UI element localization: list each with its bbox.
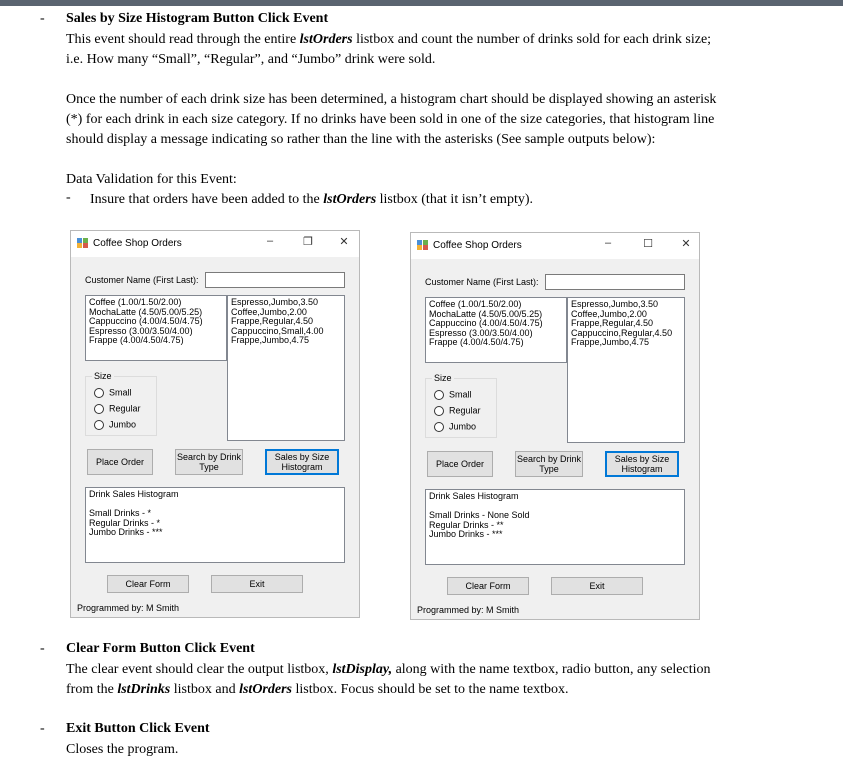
drinks-listbox[interactable]: [85, 295, 227, 361]
list-item[interactable]: Espresso,Jumbo,3.50: [231, 297, 319, 307]
window-title: Coffee Shop Orders: [93, 238, 182, 249]
close-button[interactable]: ✕: [339, 236, 349, 248]
list-item[interactable]: Cappuccino,Regular,4.50: [571, 327, 673, 338]
customer-name-label: Customer Name (First Last):: [85, 275, 199, 285]
search-by-type-button[interactable]: Search by Drink Type: [515, 451, 583, 477]
bullet-validation: -: [66, 190, 71, 205]
list-item: Small Drinks - None Sold: [429, 510, 530, 520]
place-order-button[interactable]: Place Order: [87, 449, 153, 475]
drinks-listbox[interactable]: [425, 297, 567, 363]
display-listbox[interactable]: [85, 487, 345, 563]
place-order-button[interactable]: Place Order: [427, 451, 493, 477]
customer-name-input[interactable]: [545, 274, 685, 290]
clear-form-button[interactable]: Clear Form: [447, 577, 529, 595]
window-title: Coffee Shop Orders: [433, 240, 522, 251]
list-item[interactable]: Espresso,Jumbo,3.50: [571, 299, 659, 309]
display-listbox[interactable]: [425, 489, 685, 565]
size-label: Size: [434, 373, 452, 383]
title-bar: [411, 233, 699, 259]
clear-paragraph: The clear event should clear the output listbox, lstDisplay, along with the name textbox, radio button, any selection from the lstDrinks listbox and lstOrders listbox. Focus should be set to the name textbox.: [66, 662, 711, 697]
radio-small[interactable]: Small: [434, 389, 472, 400]
list-item[interactable]: Frappe,Jumbo,4.75: [231, 335, 310, 345]
coffee-shop-form-1: [70, 230, 360, 618]
clear-form-button[interactable]: Clear Form: [107, 575, 189, 593]
list-item[interactable]: Frappe (4.00/4.50/4.75): [429, 337, 524, 347]
close-button[interactable]: ✕: [681, 238, 691, 250]
minimize-button[interactable]: –: [266, 235, 274, 247]
list-item[interactable]: Frappe,Jumbo,4.75: [571, 337, 650, 347]
list-item: Jumbo Drinks - ***: [89, 527, 163, 537]
list-item: Small Drinks - *: [89, 508, 152, 518]
bullet-clear: -: [40, 641, 45, 656]
exit-button[interactable]: Exit: [551, 577, 643, 595]
sales-heading: Sales by Size Histogram Button Click Event: [66, 11, 329, 26]
orders-listbox[interactable]: [567, 297, 685, 443]
size-groupbox: [85, 371, 157, 436]
list-item[interactable]: Espresso (3.00/3.50/4.00): [89, 325, 193, 336]
customer-name-input[interactable]: [205, 272, 345, 288]
sales-paragraph-2: Once the number of each drink size has been determined, a histogram chart should be displayed showing an asterisk (*) for each drink in each size category. If no drinks have been sold in one of the size categories, that histogram line should display a message indicating so rather than the line with the asterisks (See sample outputs below):: [66, 92, 717, 147]
exit-heading: Exit Button Click Event: [66, 721, 210, 736]
minimize-button[interactable]: –: [604, 237, 612, 249]
list-item[interactable]: Coffee (1.00/1.50/2.00): [429, 299, 522, 309]
list-item[interactable]: Frappe,Regular,4.50: [231, 316, 314, 326]
list-item: Regular Drinks - **: [429, 519, 504, 530]
programmed-by-label: Programmed by: M Smith: [77, 603, 180, 613]
exit-button[interactable]: Exit: [211, 575, 303, 593]
list-item[interactable]: Frappe (4.00/4.50/4.75): [89, 335, 184, 345]
app-icon: [417, 240, 428, 250]
coffee-shop-form-2: [410, 232, 700, 620]
radio-regular[interactable]: Regular: [94, 403, 141, 414]
list-item[interactable]: Cappuccino,Small,4.00: [231, 325, 324, 336]
app-icon: [77, 238, 88, 248]
maximize-button[interactable]: ☐: [643, 238, 653, 250]
size-groupbox: [425, 373, 497, 438]
radio-jumbo[interactable]: Jumbo: [434, 421, 476, 432]
top-bar: [0, 0, 843, 6]
validation-item: Insure that orders have been added to the lstOrders listbox (that it isn’t empty).: [90, 192, 533, 207]
list-item[interactable]: Cappuccino (4.00/4.50/4.75): [429, 318, 543, 328]
list-item[interactable]: Coffee,Jumbo,2.00: [571, 308, 647, 319]
customer-name-label: Customer Name (First Last):: [425, 277, 539, 287]
list-item[interactable]: Coffee,Jumbo,2.00: [231, 306, 307, 317]
list-item[interactable]: Coffee (1.00/1.50/2.00): [89, 297, 182, 307]
bullet-exit: -: [40, 721, 45, 736]
list-item: Drink Sales Histogram: [429, 491, 519, 501]
programmed-by-label: Programmed by: M Smith: [417, 605, 520, 615]
exit-line: Closes the program.: [66, 742, 179, 757]
list-item[interactable]: Espresso (3.00/3.50/4.00): [429, 327, 533, 338]
validation-title: Data Validation for this Event:: [66, 172, 237, 187]
size-label: Size: [94, 371, 112, 381]
sales-histogram-button[interactable]: Sales by Size Histogram: [265, 449, 339, 475]
list-item: Jumbo Drinks - ***: [429, 529, 503, 539]
clear-heading: Clear Form Button Click Event: [66, 641, 255, 656]
list-item: Regular Drinks - *: [89, 517, 161, 528]
sales-histogram-button[interactable]: Sales by Size Histogram: [605, 451, 679, 477]
bullet-sales: -: [40, 11, 45, 26]
title-bar: [71, 231, 359, 257]
search-by-type-button[interactable]: Search by Drink Type: [175, 449, 243, 475]
list-item[interactable]: Frappe,Regular,4.50: [571, 318, 654, 328]
radio-regular[interactable]: Regular: [434, 405, 481, 416]
maximize-button[interactable]: ❐: [303, 236, 313, 248]
list-item[interactable]: MochaLatte (4.50/5.00/5.25): [429, 308, 543, 319]
list-item[interactable]: Cappuccino (4.00/4.50/4.75): [89, 316, 203, 326]
list-item: Drink Sales Histogram: [89, 489, 179, 499]
orders-listbox[interactable]: [227, 295, 345, 441]
sales-paragraph-1: This event should read through the entire lstOrders listbox and count the number of drinks sold for each drink size; i.e. How many “Small”, “Regular”, and “Jumbo” drink were sold.: [66, 32, 712, 67]
list-item[interactable]: MochaLatte (4.50/5.00/5.25): [89, 306, 203, 317]
radio-small[interactable]: Small: [94, 387, 132, 398]
radio-jumbo[interactable]: Jumbo: [94, 419, 136, 430]
